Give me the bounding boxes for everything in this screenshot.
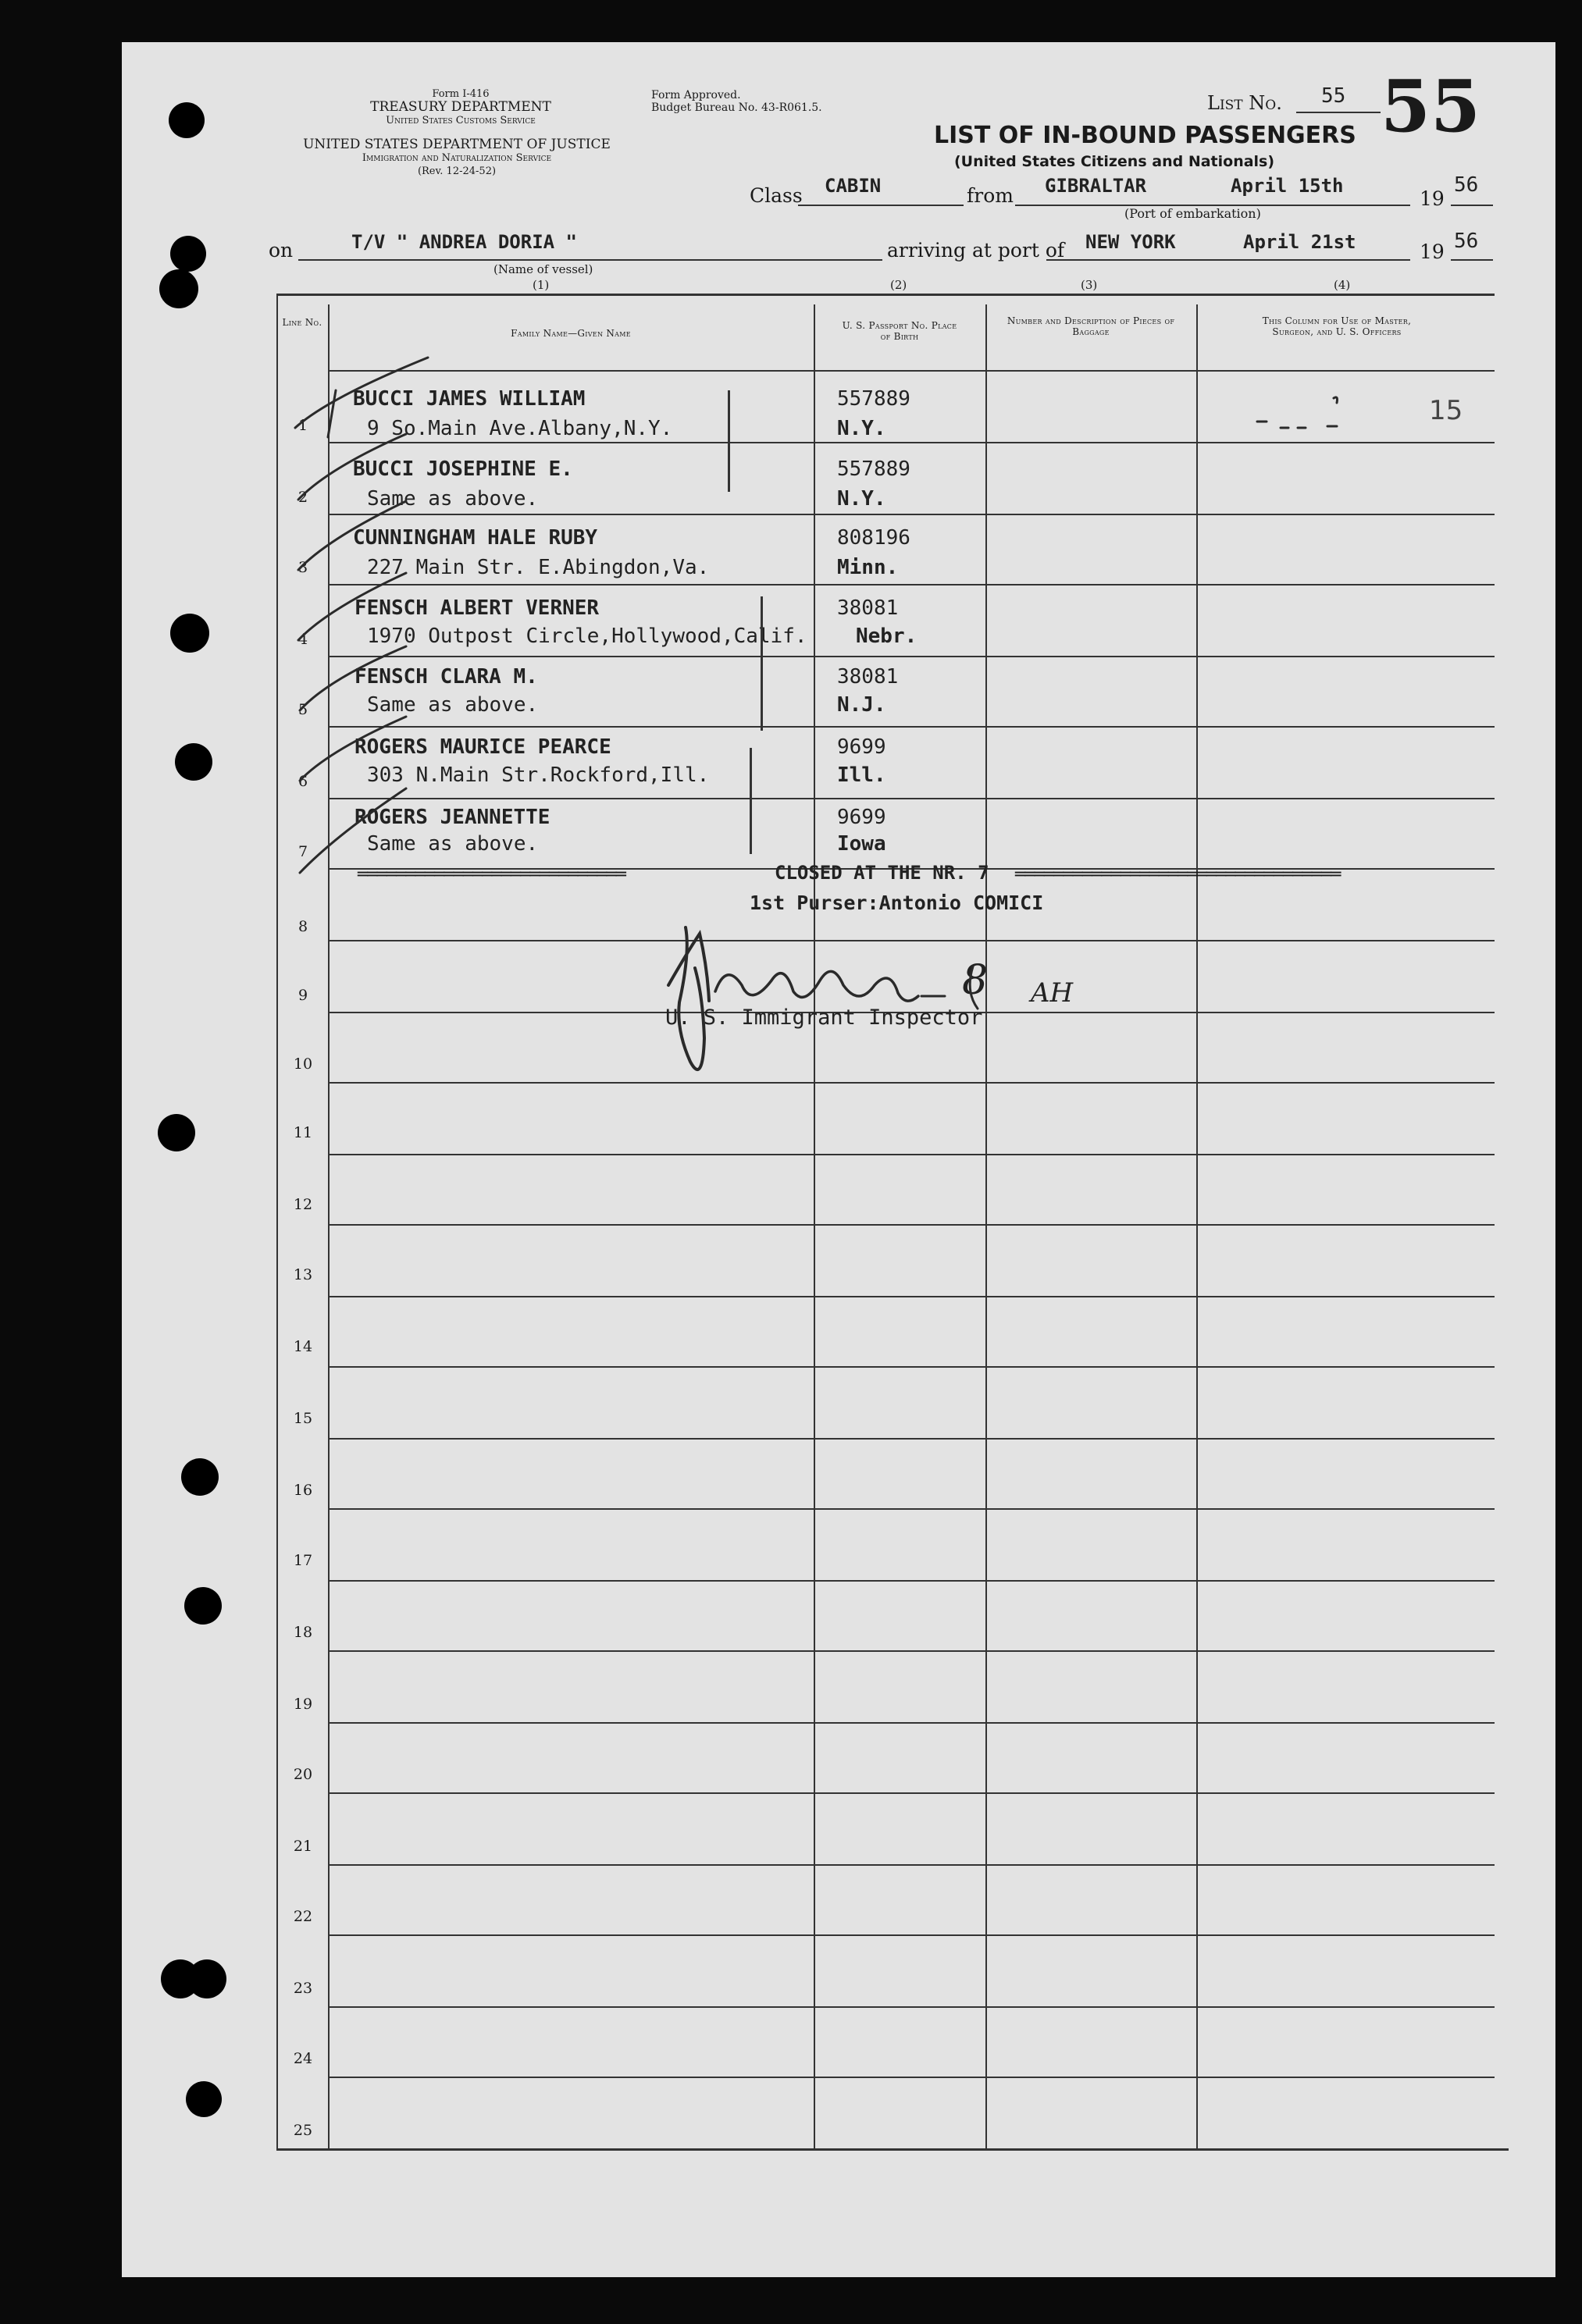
line-number: 22 — [293, 1908, 313, 1925]
arriving-date: April 21st — [1243, 231, 1356, 253]
place-of-birth: Minn. — [837, 556, 899, 579]
place-of-birth: Ill. — [837, 763, 886, 787]
passenger-name: BUCCI JAMES WILLIAM — [353, 387, 586, 411]
line-number: 18 — [293, 1624, 313, 1641]
passenger-address: 303 N.Main Str.Rockford,Ill. — [367, 763, 710, 787]
line-number: 20 — [293, 1766, 313, 1783]
class-label: Class — [750, 184, 803, 207]
port-embarkation-label: (Port of embarkation) — [1124, 206, 1261, 221]
col-index-4: (4) — [1334, 278, 1351, 292]
closed-notice: CLOSED AT THE NR. 7 — [775, 862, 989, 884]
budget-bureau: Budget Bureau No. 43-R061.5. — [651, 101, 822, 114]
officer-note: 15 — [1429, 395, 1463, 426]
line-number: 8 — [298, 918, 308, 935]
year-prefix-2: 19 — [1420, 240, 1445, 263]
passenger-name: BUCCI JOSEPHINE E. — [353, 457, 573, 481]
arriving-port: NEW YORK — [1085, 231, 1176, 253]
col-header-line-no: Line No. — [282, 317, 322, 328]
from-label: from — [967, 184, 1014, 207]
treasury-department: TREASURY DEPARTMENT — [370, 99, 551, 115]
place-of-birth: N.J. — [837, 693, 886, 717]
line-number: 9 — [298, 987, 308, 1004]
arriving-label: arriving at port of — [887, 239, 1065, 262]
col-index-3: (3) — [1081, 278, 1098, 292]
from-port: GIBRALTAR — [1045, 175, 1147, 197]
passenger-address: 227 Main Str. E.Abingdon,Va. — [367, 556, 710, 579]
line-number: 24 — [293, 2050, 313, 2067]
passport-number: 38081 — [837, 596, 899, 620]
form-number: Form I-416 — [432, 88, 490, 100]
place-of-birth: N.Y. — [837, 417, 886, 440]
year-1: 56 — [1454, 173, 1479, 197]
line-number: 2 — [298, 489, 308, 506]
line-number: 7 — [298, 843, 308, 860]
on-label: on — [269, 239, 294, 262]
passenger-address: 1970 Outpost Circle,Hollywood,Calif. — [367, 625, 807, 648]
passenger-name: ROGERS JEANNETTE — [355, 806, 550, 829]
inspector-label: U. S. Immigrant Inspector — [665, 1005, 983, 1030]
closed-dashes: ════════════════════════════ — [358, 865, 625, 884]
line-number: 21 — [293, 1838, 313, 1855]
line-number: 19 — [293, 1696, 313, 1713]
passport-number: 557889 — [837, 457, 910, 481]
place-of-birth: N.Y. — [837, 487, 886, 511]
year-prefix-1: 19 — [1420, 187, 1445, 210]
passenger-name: ROGERS MAURICE PEARCE — [355, 735, 611, 759]
passenger-address: 9 So.Main Ave.Albany,N.Y. — [367, 417, 673, 440]
signature-note: 8 — [962, 957, 989, 1004]
form-revision: (Rev. 12-24-52) — [417, 165, 497, 177]
customs-service: United States Customs Service — [386, 115, 536, 126]
page-title: LIST OF IN-BOUND PASSENGERS — [934, 122, 1356, 149]
col-index-1: (1) — [533, 278, 550, 292]
line-number: 6 — [298, 773, 308, 790]
line-number: 1 — [298, 417, 308, 434]
line-number: 25 — [293, 2122, 313, 2139]
place-of-birth: Nebr. — [856, 625, 917, 648]
department-of-justice: UNITED STATES DEPARTMENT OF JUSTICE — [303, 137, 611, 152]
passport-number: 9699 — [837, 806, 886, 829]
purser-line: 1st Purser:Antonio COMICI — [750, 892, 1044, 914]
form-approved: Form Approved. — [651, 89, 741, 101]
col-header-officers: This Column for Use of Master, Surgeon, and U. S. Officers — [1262, 315, 1412, 337]
line-number: 10 — [293, 1055, 313, 1073]
passenger-name: FENSCH ALBERT VERNER — [355, 596, 600, 620]
year-2: 56 — [1454, 230, 1479, 253]
col-header-baggage: Number and Description of Pieces of Baggage — [1007, 315, 1175, 337]
line-number: 4 — [298, 631, 308, 648]
line-number: 14 — [293, 1338, 313, 1355]
line-number: 3 — [298, 559, 308, 576]
passenger-address: Same as above. — [367, 693, 539, 717]
col-index-2: (2) — [890, 278, 907, 292]
place-of-birth: Iowa — [837, 832, 886, 856]
list-big-number: 55 — [1381, 64, 1481, 148]
list-no-value: 55 — [1321, 84, 1346, 108]
list-no-label: List No. — [1207, 92, 1282, 114]
line-number: 11 — [293, 1124, 313, 1141]
signature-note-2: AH — [1031, 977, 1074, 1009]
passenger-name: FENSCH CLARA M. — [355, 665, 538, 689]
line-number: 12 — [293, 1196, 313, 1213]
passport-number: 9699 — [837, 735, 886, 759]
closed-dashes: ══════════════════════════════════ — [1015, 865, 1341, 884]
passenger-address: Same as above. — [367, 487, 539, 511]
line-number: 17 — [293, 1552, 313, 1569]
line-number: 5 — [298, 701, 308, 718]
vessel-label: (Name of vessel) — [493, 262, 593, 276]
passport-number: 38081 — [837, 665, 899, 689]
line-number: 16 — [293, 1482, 313, 1499]
vessel-name: T/V " ANDREA DORIA " — [351, 231, 577, 253]
from-date: April 15th — [1231, 175, 1344, 197]
line-number: 15 — [293, 1410, 313, 1427]
passenger-name: CUNNINGHAM HALE RUBY — [353, 526, 598, 550]
line-number: 13 — [293, 1266, 313, 1283]
passenger-address: Same as above. — [367, 832, 539, 856]
passport-number: 557889 — [837, 387, 910, 411]
ins-service: Immigration and Naturalization Service — [362, 152, 552, 164]
passport-number: 808196 — [837, 526, 910, 550]
col-header-passport: U. S. Passport No. Place of Birth — [842, 320, 957, 342]
col-header-name: Family Name—Given Name — [511, 328, 631, 339]
line-number: 23 — [293, 1980, 313, 1997]
class-value: CABIN — [825, 175, 882, 197]
page-subtitle: (United States Citizens and Nationals) — [954, 153, 1275, 170]
